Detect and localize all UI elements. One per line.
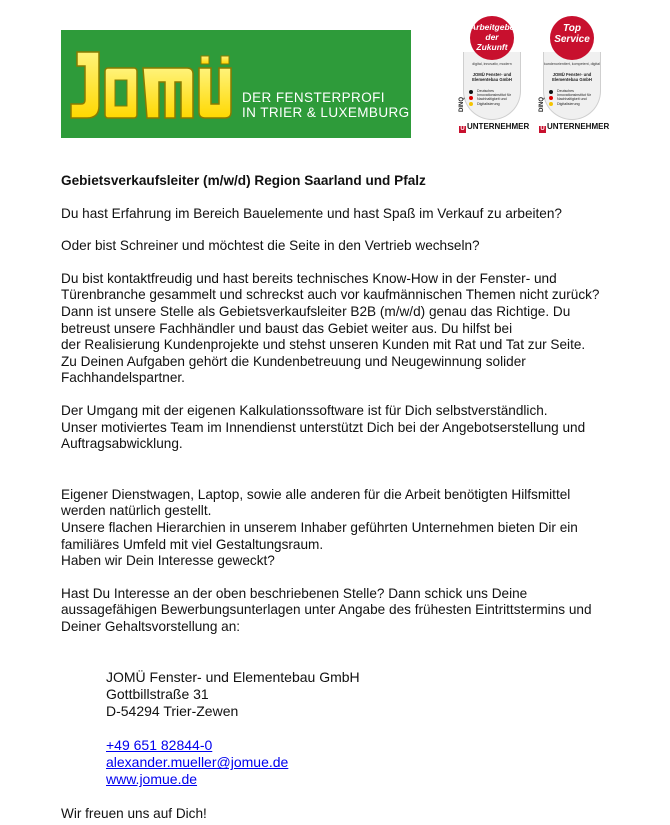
- seal-publisher: U UNTERNEHMER: [540, 122, 610, 132]
- website-link[interactable]: www.jomue.de: [106, 771, 198, 788]
- company-banner: [61, 30, 411, 138]
- seal-subline: kundenorientiert, kompetent, digital: [544, 62, 600, 66]
- profile-paragraph: Du bist kontaktfreudig und hast bereits technisches Know-How in der Fenster- und Türenbranche gesammelt und schreckst auch vor kaufmännischen Themen nicht zurück? Dann ist unsere Stelle als Gebietsverkaufsleiter B2B (m/w/d) genau das Richtige. Du betreust unsere Fachhändler und baust das Gebiet weiter aus. Du hilfst bei der Realisierung Kundenprojekte und stehst unseren Kunden mit Rat und Tat zur Seite. Zu Deinen Aufgaben gehört die Kundenbetreuung und Neugewinnung solider Fachhandelspartner.: [61, 270, 600, 386]
- seal-company: JOMÜ Fenster- und Elementebau GmbH: [472, 72, 512, 82]
- tagline-line-2: IN TRIER & LUXEMBURG: [242, 105, 410, 120]
- street: Gottbillstraße 31: [106, 686, 209, 703]
- software-paragraph: Der Umgang mit der eigenen Kalkulationssoftware ist für Dich selbstverständlich. Unser motiviertes Team im Innendienst unterstützt Dich bei der Angebotserstellung und Auftragsabwicklung.: [61, 402, 586, 452]
- seal-dinq: DINQ: [459, 97, 465, 112]
- phone-link[interactable]: +49 651 82844-0: [106, 737, 213, 754]
- tagline-line-1: DER FENSTERPROFI: [242, 90, 385, 105]
- seal-company: JOMÜ Fenster- und Elementebau GmbH: [552, 72, 592, 82]
- job-posting: [61, 173, 621, 823]
- benefits-paragraph: Eigener Dienstwagen, Laptop, sowie alle anderen für die Arbeit benötigten Hilfsmittel werden natürlich gestellt. Unsere flachen Hierarchien in unserem Inhaber geführten Unternehmen bieten Dir ein familiäres Umfeld mit viel Gestaltungsraum. Haben wir Dein Interesse geweckt?: [61, 486, 578, 569]
- award-seal-employer: [459, 16, 530, 140]
- award-seal-top-service: [539, 16, 610, 140]
- seal-flag-dots-icon: [549, 90, 555, 108]
- company-tagline: [242, 90, 410, 120]
- intro-question: Du hast Erfahrung im Bereich Bauelemente und hast Spaß im Verkauf zu arbeiten?: [61, 205, 562, 221]
- seal-institute: Deutsches Innovationsinstitut für Nachhaltigkeit und Digitalisierung: [477, 89, 511, 106]
- seal-publisher: U UNTERNEHMER: [460, 122, 530, 132]
- postal-city: D-54294 Trier-Zewen: [106, 703, 239, 720]
- email-link[interactable]: alexander.mueller@jomue.de: [106, 754, 289, 771]
- seal-dinq: DINQ: [539, 97, 545, 112]
- intro-question-2: Oder bist Schreiner und möchtest die Seite in den Vertrieb wechseln?: [61, 238, 480, 254]
- seal-headline-badge: Arbeitgeber der Zukunft: [470, 16, 514, 60]
- seal-institute: Deutsches Innovationsinstitut für Nachhaltigkeit und Digitalisierung: [557, 89, 591, 106]
- seal-headline-badge: Top Service: [550, 16, 594, 60]
- application-paragraph: Hast Du Interesse an der oben beschriebenen Stelle? Dann schick uns Deine aussagefähigen Bewerbungsunterlagen unter Angabe des frühesten Eintrittstermins und Deiner Gehaltsvorstellung an:: [61, 585, 592, 634]
- job-title: Gebietsverkaufsleiter (m/w/d) Region Saarland und Pfalz: [61, 173, 426, 188]
- contact-address: [106, 669, 621, 788]
- company-name: JOMÜ Fenster- und Elementebau GmbH: [106, 669, 360, 686]
- closing-line: Wir freuen uns auf Dich!: [61, 806, 207, 822]
- seal-flag-dots-icon: [469, 90, 475, 108]
- jomue-logo: [61, 30, 241, 138]
- seal-subline: digital, innovativ, modern: [472, 62, 512, 66]
